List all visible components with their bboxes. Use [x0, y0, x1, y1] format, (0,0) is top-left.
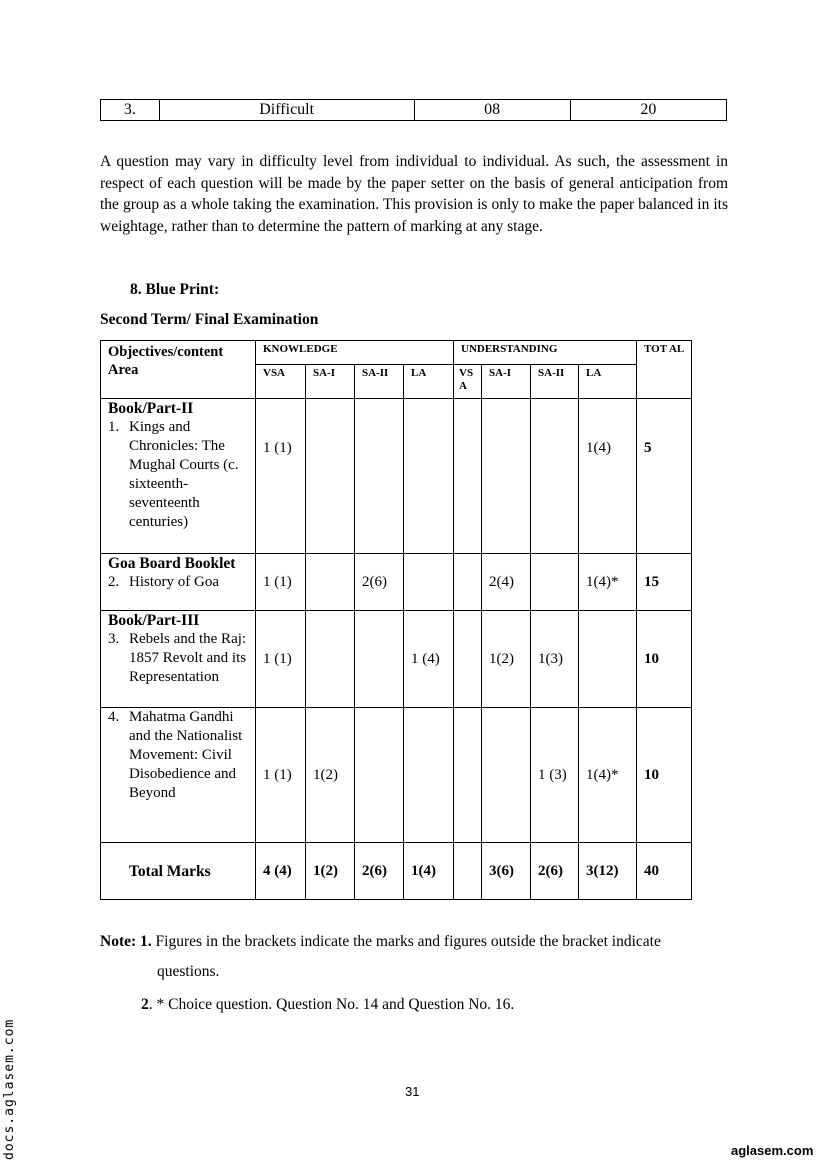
total-u-sa2: 2(6): [531, 843, 579, 900]
total-k-sa2: 2(6): [355, 843, 404, 900]
section-title: Book/Part-III: [108, 612, 200, 629]
note-2: [141, 996, 514, 1014]
item-text: History of Goa: [129, 574, 219, 590]
table-row: [101, 554, 692, 611]
item-text: Rebels and the Raj: 1857 Revolt and its Representation: [129, 631, 247, 685]
watermark-footer: aglasem.com: [731, 1143, 814, 1158]
total-k-sa1: 1(2): [306, 843, 355, 900]
cell-u-sa1: [482, 708, 531, 843]
section-title: Goa Board Booklet: [108, 555, 236, 572]
cell-u-vsa: [454, 554, 482, 611]
subheader-sa2: SA-II: [355, 365, 404, 399]
item-number: 2.: [108, 574, 120, 590]
cell-u-la: 1(4): [579, 399, 637, 554]
percent-value: 20: [570, 100, 726, 121]
section-title: Book/Part-II: [108, 400, 194, 417]
cell-k-sa1: [306, 611, 355, 708]
blueprint-table: [100, 340, 692, 900]
cell-k-vsa: 1 (1): [256, 708, 306, 843]
cell-k-sa2: [355, 611, 404, 708]
cell-k-sa2: [355, 708, 404, 843]
note-1-text: Figures in the brackets indicate the marks and figures outside the bracket indicate: [155, 933, 661, 950]
note-1: [100, 932, 661, 952]
cell-total: 5: [637, 399, 692, 554]
note-label: Note:: [100, 933, 137, 950]
cell-k-la: [404, 399, 454, 554]
content-cell: [101, 708, 256, 843]
total-u-sa1: 3(6): [482, 843, 531, 900]
subheader-vsa: VSA: [256, 365, 306, 399]
cell-u-vsa: [454, 399, 482, 554]
cell-k-la: 1 (4): [404, 611, 454, 708]
content-cell: [101, 399, 256, 554]
difficulty-level: Difficult: [159, 100, 414, 121]
cell-total: 10: [637, 611, 692, 708]
item-number: 3.: [108, 631, 120, 647]
total-k-vsa: 4 (4): [256, 843, 306, 900]
table-header-row: [101, 341, 692, 365]
cell-k-vsa: 1 (1): [256, 399, 306, 554]
subheader-sa1-understanding: SA-I: [482, 365, 531, 399]
cell-k-la: [404, 708, 454, 843]
cell-u-la: [579, 611, 637, 708]
subheader-sa1: SA-I: [306, 365, 355, 399]
table-row: [101, 708, 692, 843]
content-cell: [101, 554, 256, 611]
cell-u-la: 1(4)*: [579, 708, 637, 843]
row-number: 3.: [101, 100, 160, 121]
cell-u-vsa: [454, 708, 482, 843]
table-total-row: [101, 843, 692, 900]
total-marks-label: Total Marks: [101, 843, 256, 900]
cell-k-vsa: 1 (1): [256, 611, 306, 708]
table-row: [101, 611, 692, 708]
header-knowledge: KNOWLEDGE: [256, 341, 454, 365]
cell-k-sa1: 1(2): [306, 708, 355, 843]
header-total: TOT AL: [637, 341, 692, 399]
subheader-sa2-understanding: SA-II: [531, 365, 579, 399]
cell-u-sa1: 2(4): [482, 554, 531, 611]
cell-u-sa2: 1 (3): [531, 708, 579, 843]
cell-u-la: 1(4)*: [579, 554, 637, 611]
item-text: Mahatma Gandhi and the Nationalist Movement: Civil Disobedience and Beyond: [129, 709, 243, 801]
item-text: Kings and Chronicles: The Mughal Courts (c. sixteenth-seventeenth centuries): [129, 419, 239, 530]
total-u-la: 3(12): [579, 843, 637, 900]
cell-k-vsa: 1 (1): [256, 554, 306, 611]
item-number: 1.: [108, 419, 120, 435]
table-row: [101, 399, 692, 554]
total-u-vsa: [454, 843, 482, 900]
cell-u-sa2: [531, 554, 579, 611]
subheader-la: LA: [404, 365, 454, 399]
cell-u-sa2: [531, 399, 579, 554]
subheader-vsa-understanding: VS A: [454, 365, 482, 399]
cell-k-sa2: [355, 399, 404, 554]
paragraph: A question may vary in difficulty level from individual to individual. As such, the assessment in respect of each question will be made by the paper setter on the basis of general anticipation from the group as a whole taking the examination. This provision is only to make the paper balanced in its weightage, rather than to determine the pattern of marking at any stage.: [100, 153, 728, 235]
watermark-vertical: docs.aglasem.com: [2, 1018, 17, 1160]
header-understanding: UNDERSTANDING: [454, 341, 637, 365]
section-heading: 8. Blue Print:: [130, 281, 220, 298]
total-grand: 40: [637, 843, 692, 900]
cell-k-sa1: [306, 399, 355, 554]
cell-k-sa2: 2(6): [355, 554, 404, 611]
cell-total: 10: [637, 708, 692, 843]
difficulty-table: [100, 99, 727, 121]
content-cell: [101, 611, 256, 708]
cell-u-sa1: 1(2): [482, 611, 531, 708]
total-k-la: 1(4): [404, 843, 454, 900]
cell-u-vsa: [454, 611, 482, 708]
cell-k-sa1: [306, 554, 355, 611]
note-2-number: 2: [141, 996, 149, 1013]
note-1-continuation: questions.: [157, 963, 220, 980]
note-2-text: . * Choice question. Question No. 14 and Question No. 16.: [148, 996, 515, 1013]
subheader-la-understanding: LA: [579, 365, 637, 399]
cell-k-la: [404, 554, 454, 611]
cell-total: 15: [637, 554, 692, 611]
table-row: [101, 100, 727, 121]
page-number: 31: [405, 1084, 420, 1099]
questions-count: 08: [414, 100, 570, 121]
section-subheading: Second Term/ Final Examination: [100, 311, 319, 328]
note-1-number: 1.: [140, 933, 152, 950]
header-objectives: Objectives/content Area: [101, 341, 256, 399]
cell-u-sa2: 1(3): [531, 611, 579, 708]
item-number: 4.: [108, 709, 120, 725]
cell-u-sa1: [482, 399, 531, 554]
